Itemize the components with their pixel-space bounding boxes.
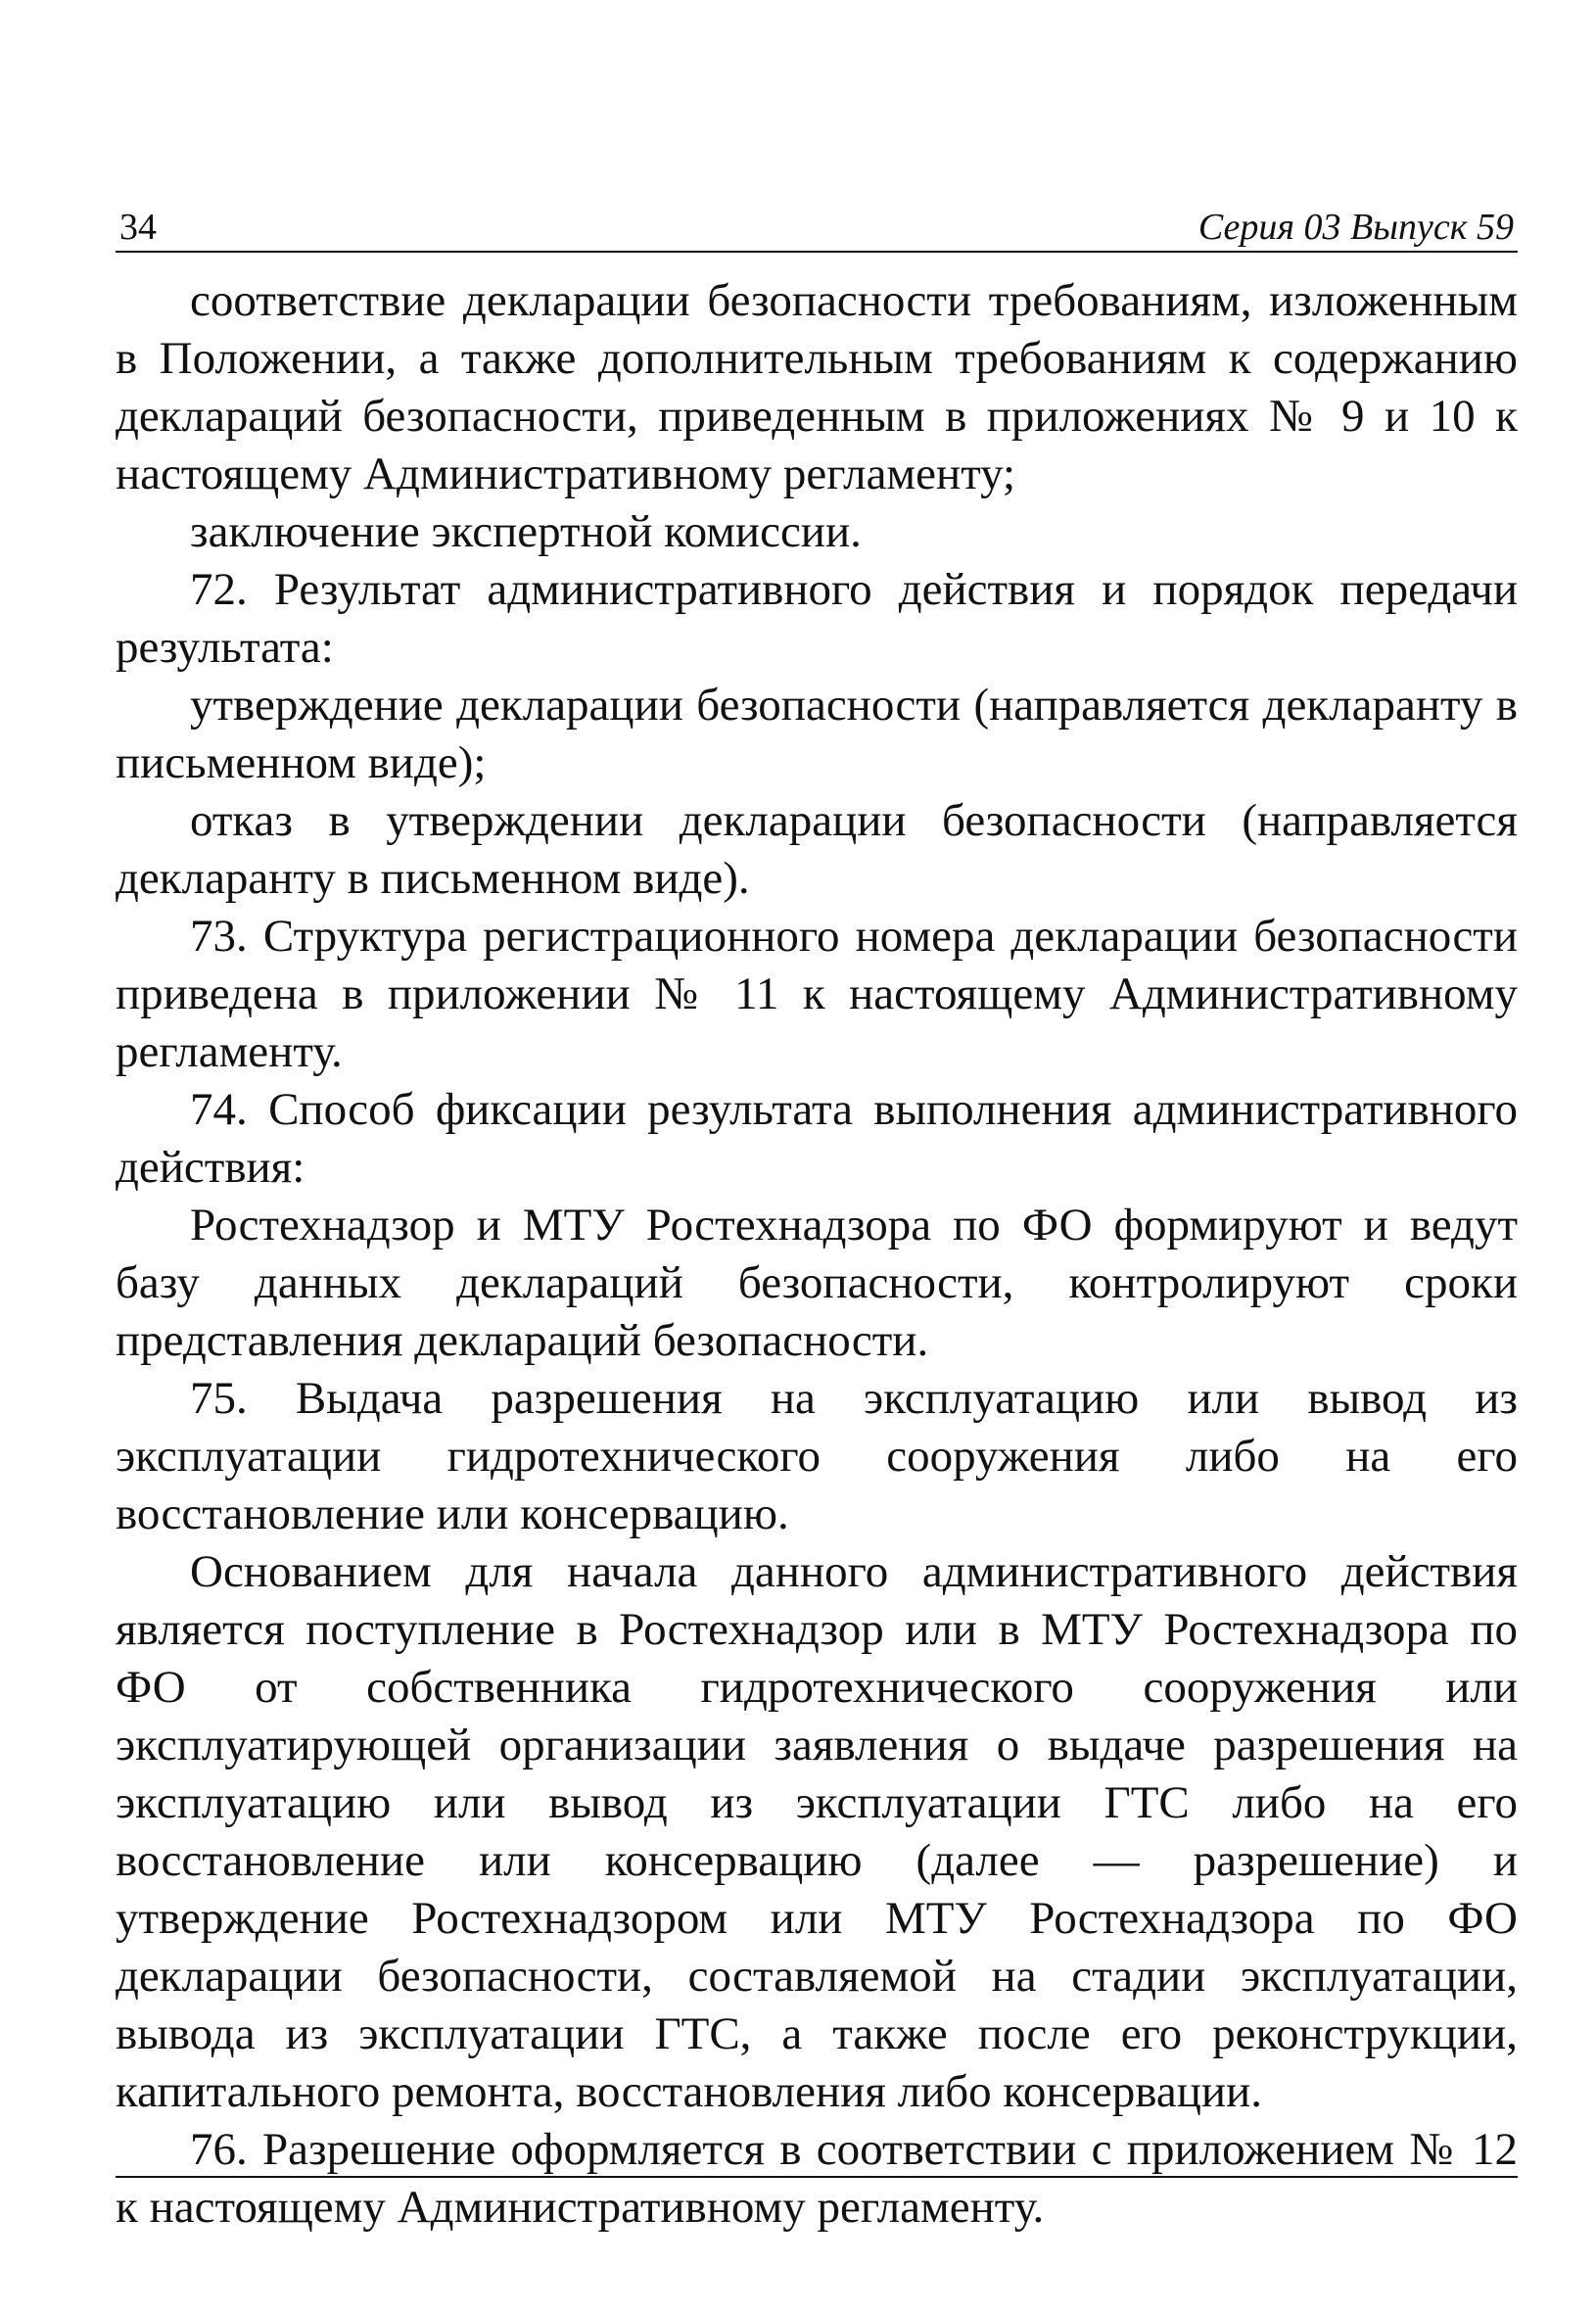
- paragraph-75-permit-issuance: 75. Выдача разрешения на эксплуатацию или вывод из эксплуатации гидротехнического сооружения либо на его восстановление или консервацию.: [116, 1373, 1518, 1539]
- page-header: [116, 194, 1518, 253]
- paragraph-73-registration-number: 73. Структура регистрационного номера декларации безопасности приведена в приложении № 11 к настоящему Административному регламенту.: [116, 911, 1518, 1077]
- paragraph-72-result: 72. Результат административного действия и порядок передачи результата:: [116, 564, 1518, 673]
- paragraph-expert-conclusion: заключение экспертной комиссии.: [190, 506, 862, 557]
- page-number: 34: [119, 207, 157, 248]
- footer-rule: [116, 2176, 1518, 2178]
- running-title: Серия 03 Выпуск 59: [1197, 207, 1514, 248]
- paragraph-grounds: Основанием для начала данного административного действия является поступление в Ростехнадзор или в МТУ Ростехнадзора по ФО от собственника гидротехнического сооружения или эксплуатирующей организации заявления о выдаче разрешения на эксплуатацию или вывод из эксплуатации ГТС либо на его восстановление или консервацию (далее — разрешение) и утверждение Ростехнадзором или МТУ Ростехнадзора по ФО декларации безопасности, составляемой на стадии эксплуатации, вывода из эксплуатации ГТС, а также после его реконструкции, капитального ремонта, восстановления либо консервации.: [116, 1546, 1518, 2117]
- paragraph-database: Ростехнадзор и МТУ Ростехнадзора по ФО формируют и ведут базу данных деклараций безопасности, контролируют сроки представления деклараций безопасности.: [116, 1200, 1518, 1366]
- paragraph-refusal: отказ в утверждении декларации безопасности (направляется декларанту в письменном виде).: [116, 795, 1518, 904]
- paragraph-74-recording-method: 74. Способ фиксации результата выполнения административного действия:: [116, 1084, 1518, 1193]
- paragraph-76-permit-form: 76. Разрешение оформляется в соответствии с приложением № 12 к настоящему Административному регламенту.: [116, 2124, 1518, 2233]
- paragraph-declaration-compliance: соответствие декларации безопасности требованиям, изложенным в Положении, а также дополнительным требованиям к содержанию деклараций безопасности, приведенным в приложениях № 9 и 10 к настоящему Административному регламенту;: [116, 275, 1518, 499]
- page-body: [116, 272, 1518, 2237]
- paragraph-approval: утверждение декларации безопасности (направляется декларанту в письменном виде);: [116, 680, 1518, 788]
